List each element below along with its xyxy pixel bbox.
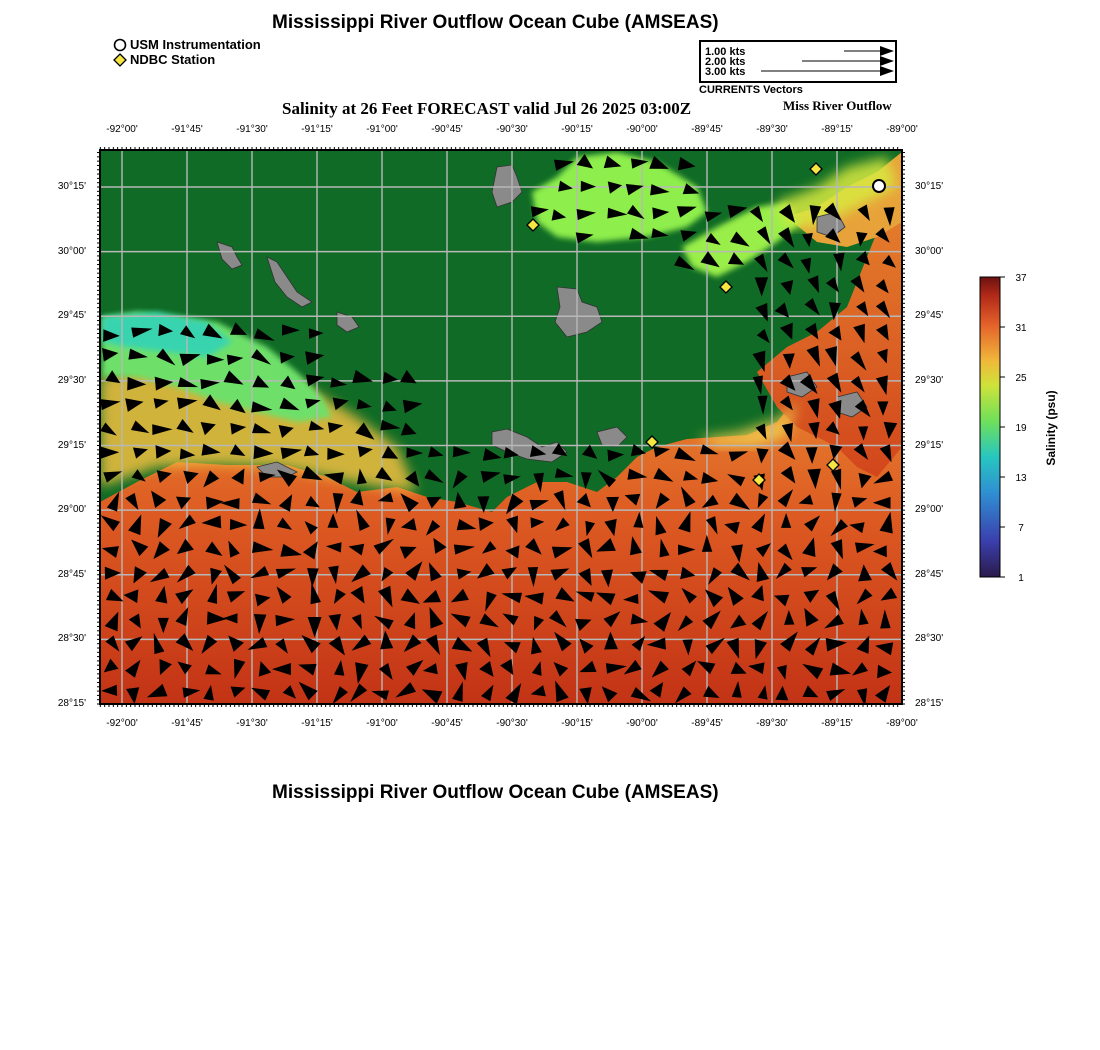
vector-key-speed-1: 1.00 kts [705, 46, 746, 58]
lon-tick-label: -89°45' [691, 124, 723, 135]
lat-tick-label: 29°15' [915, 439, 944, 451]
lat-tick-label: 29°15' [57, 439, 86, 451]
lon-tick-label: -90°15' [561, 124, 593, 135]
lon-tick-label: -91°15' [301, 124, 333, 135]
lon-tick-label: -91°15' [301, 718, 333, 729]
lat-tick-label: 30°15' [57, 181, 86, 192]
lon-tick-label: -91°00' [366, 124, 398, 135]
lat-tick-label: 29°45' [57, 310, 86, 322]
salinity-map [97, 147, 905, 707]
diamond-icon [113, 53, 127, 67]
lon-tick-label: -90°00' [626, 124, 658, 135]
colorbar-tick-label: 19 [1015, 423, 1027, 434]
lat-tick-label: 28°30' [57, 633, 86, 645]
lat-tick-label: 28°15' [57, 698, 86, 709]
lon-tick-label: -90°30' [496, 718, 528, 729]
lon-tick-label: -90°45' [431, 124, 463, 135]
lon-tick-label: -90°15' [561, 718, 593, 729]
vector-key-title: CURRENTS Vectors [699, 84, 803, 96]
colorbar-tick-label: 13 [1015, 473, 1027, 484]
usm-instrument-marker[interactable] [873, 180, 885, 192]
lat-tick-label: 30°00' [915, 245, 944, 257]
lat-tick-label: 29°30' [915, 374, 944, 386]
lon-tick-label: -91°30' [236, 718, 268, 729]
vector-key-speed-2: 2.00 kts [705, 56, 746, 68]
lat-tick-label: 29°45' [915, 310, 944, 322]
circle-icon [113, 38, 127, 52]
lon-tick-label: -89°15' [821, 718, 853, 729]
vector-key-arrows [701, 42, 895, 81]
lon-tick-label: -90°30' [496, 124, 528, 135]
lon-tick-label: -92°00' [106, 718, 138, 729]
ndbc-legend-label: NDBC Station [130, 52, 216, 67]
lon-tick-label: -89°15' [821, 124, 853, 135]
lon-tick-label: -89°30' [756, 124, 788, 135]
lon-tick-label: -89°45' [691, 718, 723, 729]
lon-tick-label: -89°00' [886, 718, 918, 729]
lat-tick-label: 30°00' [57, 245, 86, 257]
lat-tick-label: 28°15' [915, 698, 944, 709]
lon-tick-label: -92°00' [106, 124, 138, 135]
lat-tick-label: 28°45' [57, 568, 86, 580]
colorbar-tick-label: 1 [1018, 573, 1024, 582]
lon-tick-label: -91°00' [366, 718, 398, 729]
lon-tick-label: -89°00' [886, 124, 918, 135]
lon-tick-label: -91°45' [171, 718, 203, 729]
colorbar-tick-label: 7 [1018, 523, 1024, 534]
lon-tick-label: -91°45' [171, 124, 203, 135]
lon-tick-label: -90°45' [431, 718, 463, 729]
colorbar-tick-label: 25 [1015, 373, 1027, 384]
vector-key-speed-3: 3.00 kts [705, 66, 746, 78]
lon-tick-label: -90°00' [626, 718, 658, 729]
lat-tick-label: 30°15' [915, 181, 944, 192]
lat-tick-label: 29°30' [57, 374, 86, 386]
lat-tick-label: 28°45' [915, 568, 944, 580]
lat-tick-label: 29°00' [915, 504, 944, 516]
usm-legend-label: USM Instrumentation [130, 37, 261, 52]
lat-tick-label: 28°30' [915, 633, 944, 645]
top-title: Mississippi River Outflow Ocean Cube (AMSEAS) [272, 12, 719, 33]
region-tag: Miss River Outflow [783, 98, 892, 113]
salinity-colorbar [975, 272, 1035, 582]
lon-tick-label: -91°30' [236, 124, 268, 135]
map-subtitle: Salinity at 26 Feet FORECAST valid Jul 26 2025 03:00Z [282, 99, 692, 118]
bottom-title: Mississippi River Outflow Ocean Cube (AMSEAS) [272, 782, 719, 803]
vector-key-box [699, 40, 897, 83]
colorbar-tick-label: 37 [1015, 273, 1027, 284]
colorbar-tick-label: 31 [1015, 323, 1027, 334]
colorbar-label: Salinity (psu) [1044, 390, 1058, 466]
lon-tick-label: -89°30' [756, 718, 788, 729]
lat-tick-label: 29°00' [57, 504, 86, 516]
